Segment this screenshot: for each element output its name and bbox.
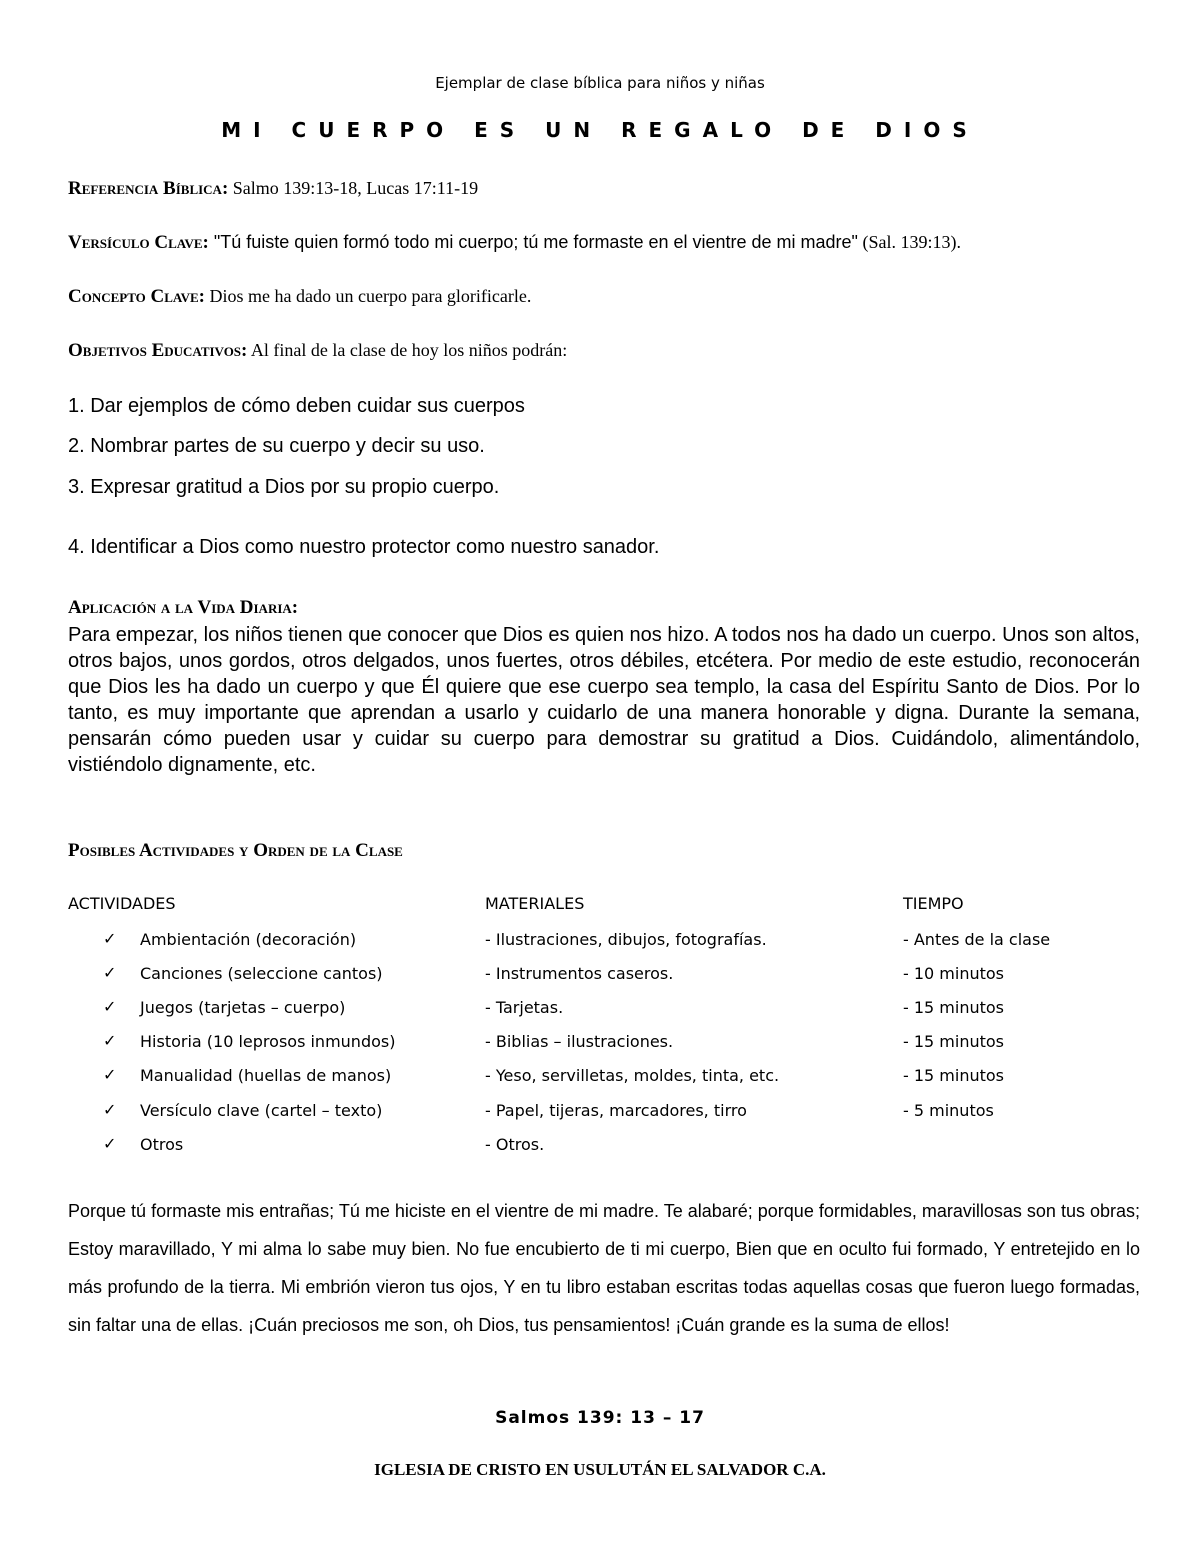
check-icon: ✓ xyxy=(103,1031,117,1050)
aplicacion-heading xyxy=(68,597,1148,619)
objetivos-value: Al final de la clase de hoy los niños podrán: xyxy=(247,340,568,360)
tiempo-cell: - 15 minutos xyxy=(903,998,1005,1017)
referencia-label: Referencia Bíblica: xyxy=(68,178,229,199)
tiempo-cell: - Antes de la clase xyxy=(903,930,1051,949)
check-icon: ✓ xyxy=(103,1134,117,1153)
referencia-value: Salmo 139:13-18, Lucas 17:11-19 xyxy=(228,178,479,198)
actividades-label: Posibles Actividades y Orden de la Clase xyxy=(68,840,403,861)
versiculo-label: Versículo Clave: xyxy=(68,232,209,253)
aplicacion-label: Aplicación a la Vida Diaria: xyxy=(68,597,299,618)
actividad-cell: Juegos (tarjetas – cuerpo) xyxy=(140,998,346,1017)
objetivo-item: 1. Dar ejemplos de cómo deben cuidar sus cuerpos xyxy=(68,395,525,417)
versiculo-quote: "Tú fuiste quien formó todo mi cuerpo; tú me formaste en el vientre de mi madre" xyxy=(208,232,858,252)
material-cell: - Papel, tijeras, marcadores, tirro xyxy=(485,1101,747,1120)
concepto-clave xyxy=(68,286,1148,308)
material-cell: - Instrumentos caseros. xyxy=(485,964,674,983)
col-header-tiempo: TIEMPO xyxy=(903,894,964,913)
material-cell: - Otros. xyxy=(485,1135,545,1154)
col-header-actividades: ACTIVIDADES xyxy=(68,894,176,913)
psalm-text: Porque tú formaste mis entrañas; Tú me hiciste en el vientre de mi madre. Te alabaré; porque formidables, maravillosas son tus obras; Estoy maravillado, Y mi alma lo sabe muy bien. No fue encubierto de ti mi cuerpo, Bien que en oculto fui formado, Y entretejido en lo más profundo de la tierra. Mi embrión vieron tus ojos, Y en tu libro estaban escritas todas aquellas cosas que fueron luego formadas, sin faltar una de ellas. ¡Cuán preciosos me son, oh Dios, tus pensamientos! ¡Cuán grande es la suma de ellos! xyxy=(68,1201,1140,1335)
aplicacion-text: Para empezar, los niños tienen que conocer que Dios es quien nos hizo. A todos nos ha dado un cuerpo. Unos son altos, otros bajos, unos gordos, otros delgados, unos fuertes, otros débiles, etcétera. Por medio de este estudio, reconocerán que Dios les ha dado un cuerpo y que Él quiere que ese cuerpo sea templo, la casa del Espíritu Santo de Dios. Por lo tanto, es muy importante que aprendan a usarlo y cuidarlo de una manera honorable y digna. Durante la semana, pensarán cómo pueden usar y cuidar su cuerpo para demostrar su gratitud a Dios. Cuidándolo, alimentándolo, vistiéndolo dignamente, etc. xyxy=(68,624,1140,776)
tiempo-cell: - 5 minutos xyxy=(903,1101,994,1120)
objetivo-item: 4. Identificar a Dios como nuestro protector como nuestro sanador. xyxy=(68,536,660,558)
check-icon: ✓ xyxy=(103,963,117,982)
check-icon: ✓ xyxy=(103,1065,117,1084)
actividad-cell: Ambientación (decoración) xyxy=(140,930,357,949)
check-icon: ✓ xyxy=(103,929,117,948)
objetivo-item: 2. Nombrar partes de su cuerpo y decir su uso. xyxy=(68,435,485,457)
material-cell: - Biblias – ilustraciones. xyxy=(485,1032,674,1051)
material-cell: - Yeso, servilletas, moldes, tinta, etc. xyxy=(485,1066,780,1085)
actividad-cell: Historia (10 leprosos inmundos) xyxy=(140,1032,396,1051)
objetivos-educativos xyxy=(68,340,1148,362)
tiempo-cell: - 15 minutos xyxy=(903,1066,1005,1085)
actividades-heading xyxy=(68,840,1148,862)
concepto-value: Dios me ha dado un cuerpo para glorificarle. xyxy=(205,286,532,306)
versiculo-ref: (Sal. 139:13). xyxy=(857,232,961,252)
tiempo-cell: - 15 minutos xyxy=(903,1032,1005,1051)
actividad-cell: Versículo clave (cartel – texto) xyxy=(140,1101,383,1120)
col-header-materiales: MATERIALES xyxy=(485,894,585,913)
versiculo-clave xyxy=(68,232,1148,254)
check-icon: ✓ xyxy=(103,1100,117,1119)
referencia-biblica xyxy=(68,178,1148,200)
objetivos-label: Objetivos Educativos: xyxy=(68,340,248,361)
actividad-cell: Canciones (seleccione cantos) xyxy=(140,964,383,983)
church-footer: IGLESIA DE CRISTO EN USULUTÁN EL SALVADOR C.A. xyxy=(374,1460,826,1479)
material-cell: - Ilustraciones, dibujos, fotografías. xyxy=(485,930,767,949)
header-note: Ejemplar de clase bíblica para niños y niñas xyxy=(435,74,765,92)
objetivo-item: 3. Expresar gratitud a Dios por su propio cuerpo. xyxy=(68,476,500,498)
page-title: MI CUERPO ES UN REGALO DE DIOS xyxy=(221,118,979,142)
psalm-reference: Salmos 139: 13 – 17 xyxy=(495,1408,705,1428)
material-cell: - Tarjetas. xyxy=(485,998,564,1017)
check-icon: ✓ xyxy=(103,997,117,1016)
actividad-cell: Manualidad (huellas de manos) xyxy=(140,1066,392,1085)
actividad-cell: Otros xyxy=(140,1135,184,1154)
concepto-label: Concepto Clave: xyxy=(68,286,206,307)
tiempo-cell: - 10 minutos xyxy=(903,964,1005,983)
